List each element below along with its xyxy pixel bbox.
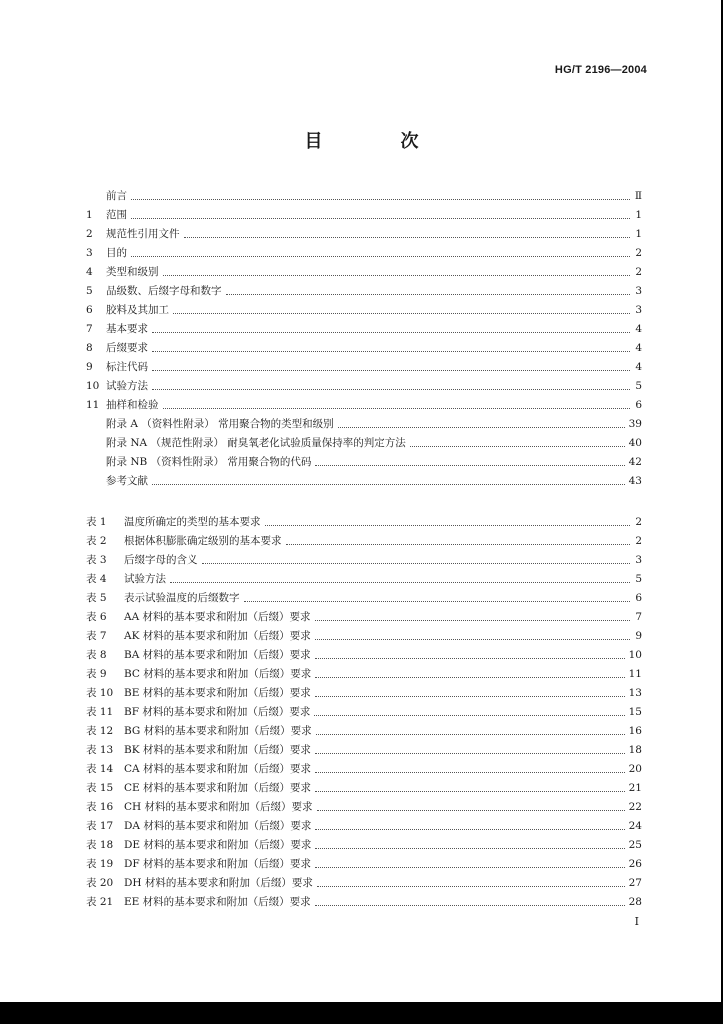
table-entry[interactable] xyxy=(86,852,642,871)
table-entry[interactable] xyxy=(86,700,642,719)
entry-page-number: 2 xyxy=(635,247,642,259)
toc-title: 目 次 xyxy=(304,131,449,152)
dot-leader xyxy=(317,886,625,887)
entry-page-number: 2 xyxy=(635,266,642,278)
entry-label: 附录 NB （资料性附录） 常用聚合物的代码 xyxy=(106,456,312,468)
entry-number: 表 1 xyxy=(86,516,107,528)
entry-page-number: 43 xyxy=(628,475,642,487)
entry-page-number: 21 xyxy=(628,782,642,794)
table-entry[interactable] xyxy=(86,719,642,738)
entry-label: BE 材料的基本要求和附加（后缀）要求 xyxy=(124,687,311,699)
entry-number: 表 9 xyxy=(86,668,107,680)
entry-number: 表 10 xyxy=(86,687,114,699)
dot-leader xyxy=(315,867,625,868)
entry-number: 表 6 xyxy=(86,611,107,623)
entry-label: BC 材料的基本要求和附加（后缀）要求 xyxy=(124,668,312,680)
toc-entry[interactable] xyxy=(86,431,642,450)
table-entry[interactable] xyxy=(86,890,642,909)
entry-page-number: 2 xyxy=(635,535,642,547)
table-entry[interactable] xyxy=(86,624,642,643)
dot-leader xyxy=(315,753,625,754)
entry-page-number: 28 xyxy=(628,896,642,908)
entry-label: EE 材料的基本要求和附加（后缀）要求 xyxy=(124,896,311,908)
entry-number: 表 11 xyxy=(86,706,114,718)
entry-label: 前言 xyxy=(106,190,127,202)
entry-label: 试验方法 xyxy=(124,573,166,585)
dot-leader xyxy=(315,829,624,830)
entry-page-number: 24 xyxy=(628,820,642,832)
toc-entry[interactable] xyxy=(86,355,642,374)
table-entry[interactable] xyxy=(86,643,642,662)
entry-number: 表 20 xyxy=(86,877,114,889)
toc-entry[interactable] xyxy=(86,184,642,203)
toc-entry[interactable] xyxy=(86,412,642,431)
dot-leader xyxy=(152,389,630,390)
dot-leader xyxy=(315,791,625,792)
entry-number: 9 xyxy=(86,361,93,373)
entry-page-number: 6 xyxy=(635,399,642,411)
entry-number: 表 8 xyxy=(86,649,107,661)
dot-leader xyxy=(315,639,630,640)
entry-number: 3 xyxy=(86,247,93,259)
entry-label: 抽样和检验 xyxy=(106,399,159,411)
entry-label: BA 材料的基本要求和附加（后缀）要求 xyxy=(124,649,311,661)
table-entry[interactable] xyxy=(86,567,642,586)
entry-number: 表 16 xyxy=(86,801,114,813)
dot-leader xyxy=(170,582,630,583)
entry-label: 试验方法 xyxy=(106,380,148,392)
entry-label: AA 材料的基本要求和附加（后缀）要求 xyxy=(124,611,311,623)
entry-number: 6 xyxy=(86,304,93,316)
entry-number: 4 xyxy=(86,266,93,278)
table-entry[interactable] xyxy=(86,681,642,700)
toc-entry[interactable] xyxy=(86,393,642,412)
entry-page-number: 9 xyxy=(635,630,642,642)
entry-label: DA 材料的基本要求和附加（后缀）要求 xyxy=(124,820,312,832)
entry-label: 类型和级别 xyxy=(106,266,159,278)
standard-code: HG/T 2196—2004 xyxy=(554,64,647,76)
dot-leader xyxy=(244,601,631,602)
entry-number: 11 xyxy=(86,399,100,411)
entry-number: 表 19 xyxy=(86,858,114,870)
entry-number: 7 xyxy=(86,323,93,335)
entry-label: 根据体积膨胀确定级别的基本要求 xyxy=(124,535,282,547)
page-number: Ⅰ xyxy=(634,915,639,928)
dot-leader xyxy=(163,408,631,409)
dot-leader xyxy=(315,465,624,466)
entry-page-number: 25 xyxy=(628,839,642,851)
entry-page-number: 3 xyxy=(635,554,642,566)
table-entry[interactable] xyxy=(86,548,642,567)
entry-number: 表 15 xyxy=(86,782,114,794)
dot-leader xyxy=(152,370,630,371)
entry-page-number: Ⅱ xyxy=(634,190,642,202)
entry-page-number: 1 xyxy=(635,209,642,221)
entry-number: 表 4 xyxy=(86,573,107,585)
entry-page-number: 15 xyxy=(628,706,642,718)
scan-border xyxy=(0,1002,723,1024)
dot-leader xyxy=(315,620,630,621)
entry-page-number: 3 xyxy=(635,304,642,316)
chapter-list xyxy=(86,184,642,488)
dot-leader xyxy=(152,332,630,333)
toc-entry[interactable] xyxy=(86,374,642,393)
entry-page-number: 3 xyxy=(635,285,642,297)
dot-leader xyxy=(315,772,625,773)
entry-label: 表示试验温度的后缀数字 xyxy=(124,592,240,604)
entry-number: 5 xyxy=(86,285,93,297)
entry-number: 2 xyxy=(86,228,93,240)
entry-label: 品级数、后缀字母和数字 xyxy=(106,285,222,297)
entry-label: 附录 A （资料性附录） 常用聚合物的类型和级别 xyxy=(106,418,334,430)
toc-entry[interactable] xyxy=(86,241,642,260)
toc-entry[interactable] xyxy=(86,279,642,298)
table-entry[interactable] xyxy=(86,586,642,605)
entry-label: 目的 xyxy=(106,247,127,259)
entry-page-number: 4 xyxy=(635,323,642,335)
entry-number: 表 7 xyxy=(86,630,107,642)
dot-leader xyxy=(316,734,625,735)
entry-page-number: 11 xyxy=(628,668,642,680)
entry-page-number: 7 xyxy=(635,611,642,623)
entry-label: 后缀字母的含义 xyxy=(124,554,198,566)
entry-page-number: 5 xyxy=(635,573,642,585)
table-entry[interactable] xyxy=(86,795,642,814)
entry-number: 表 13 xyxy=(86,744,114,756)
dot-leader xyxy=(226,294,631,295)
entry-label: DE 材料的基本要求和附加（后缀）要求 xyxy=(124,839,312,851)
entry-page-number: 10 xyxy=(628,649,642,661)
dot-leader xyxy=(314,715,624,716)
entry-number: 10 xyxy=(86,380,100,392)
toc-entry[interactable] xyxy=(86,203,642,222)
entry-label: 规范性引用文件 xyxy=(106,228,180,240)
entry-label: DF 材料的基本要求和附加（后缀）要求 xyxy=(124,858,312,870)
dot-leader xyxy=(131,218,630,219)
entry-label: 附录 NA （规范性附录） 耐臭氧老化试验质量保持率的判定方法 xyxy=(106,437,406,449)
table-entry[interactable] xyxy=(86,605,642,624)
entry-label: DH 材料的基本要求和附加（后缀）要求 xyxy=(124,877,313,889)
entry-label: CH 材料的基本要求和附加（后缀）要求 xyxy=(124,801,313,813)
entry-label: BF 材料的基本要求和附加（后缀）要求 xyxy=(124,706,311,718)
dot-leader xyxy=(315,658,625,659)
entry-page-number: 18 xyxy=(628,744,642,756)
entry-number: 表 2 xyxy=(86,535,107,547)
entry-number: 表 3 xyxy=(86,554,107,566)
toc-entry[interactable] xyxy=(86,450,642,469)
table-entry[interactable] xyxy=(86,662,642,681)
entry-label: AK 材料的基本要求和附加（后缀）要求 xyxy=(124,630,311,642)
entry-page-number: 39 xyxy=(628,418,642,430)
entry-number: 表 5 xyxy=(86,592,107,604)
dot-leader xyxy=(265,525,631,526)
table-entry[interactable] xyxy=(86,738,642,757)
entry-page-number: 26 xyxy=(628,858,642,870)
entry-page-number: 27 xyxy=(628,877,642,889)
entry-label: 基本要求 xyxy=(106,323,148,335)
entry-page-number: 6 xyxy=(635,592,642,604)
dot-leader xyxy=(152,484,625,485)
toc-entry[interactable] xyxy=(86,317,642,336)
toc-entry[interactable] xyxy=(86,222,642,241)
dot-leader xyxy=(286,544,631,545)
entry-number: 8 xyxy=(86,342,93,354)
dot-leader xyxy=(317,810,625,811)
dot-leader xyxy=(152,351,630,352)
dot-leader xyxy=(184,237,631,238)
entry-label: 后缀要求 xyxy=(106,342,148,354)
dot-leader xyxy=(410,446,625,447)
entry-page-number: 22 xyxy=(628,801,642,813)
entry-number: 表 17 xyxy=(86,820,114,832)
entry-page-number: 40 xyxy=(628,437,642,449)
entry-page-number: 16 xyxy=(628,725,642,737)
entry-page-number: 4 xyxy=(635,342,642,354)
entry-label: BK 材料的基本要求和附加（后缀）要求 xyxy=(124,744,311,756)
entry-number: 表 18 xyxy=(86,839,114,851)
entry-label: 温度所确定的类型的基本要求 xyxy=(124,516,261,528)
toc-entry[interactable] xyxy=(86,260,642,279)
entry-page-number: 1 xyxy=(635,228,642,240)
table-entry[interactable] xyxy=(86,871,642,890)
table-list xyxy=(86,510,642,909)
table-entry[interactable] xyxy=(86,529,642,548)
dot-leader xyxy=(131,256,630,257)
entry-page-number: 20 xyxy=(628,763,642,775)
entry-page-number: 4 xyxy=(635,361,642,373)
dot-leader xyxy=(202,563,631,564)
dot-leader xyxy=(163,275,631,276)
entry-number: 1 xyxy=(86,209,93,221)
toc-entry[interactable] xyxy=(86,336,642,355)
table-entry[interactable] xyxy=(86,510,642,529)
entry-label: CE 材料的基本要求和附加（后缀）要求 xyxy=(124,782,312,794)
dot-leader xyxy=(173,313,630,314)
table-entry[interactable] xyxy=(86,776,642,795)
table-entry[interactable] xyxy=(86,757,642,776)
table-entry[interactable] xyxy=(86,833,642,852)
toc-entry[interactable] xyxy=(86,469,642,488)
entry-page-number: 5 xyxy=(635,380,642,392)
entry-number: 表 12 xyxy=(86,725,114,737)
entry-page-number: 13 xyxy=(628,687,642,699)
entry-label: 胶料及其加工 xyxy=(106,304,169,316)
dot-leader xyxy=(338,427,625,428)
dot-leader xyxy=(131,199,630,200)
toc-entry[interactable] xyxy=(86,298,642,317)
entry-label: 参考文献 xyxy=(106,475,148,487)
dot-leader xyxy=(315,848,624,849)
entry-label: BG 材料的基本要求和附加（后缀）要求 xyxy=(124,725,312,737)
entry-number: 表 14 xyxy=(86,763,114,775)
dot-leader xyxy=(315,696,625,697)
entry-label: CA 材料的基本要求和附加（后缀）要求 xyxy=(124,763,311,775)
entry-label: 标注代码 xyxy=(106,361,148,373)
table-entry[interactable] xyxy=(86,814,642,833)
entry-label: 范围 xyxy=(106,209,127,221)
entry-page-number: 2 xyxy=(635,516,642,528)
entry-number: 表 21 xyxy=(86,896,114,908)
entry-page-number: 42 xyxy=(628,456,642,468)
dot-leader xyxy=(315,905,625,906)
dot-leader xyxy=(315,677,624,678)
